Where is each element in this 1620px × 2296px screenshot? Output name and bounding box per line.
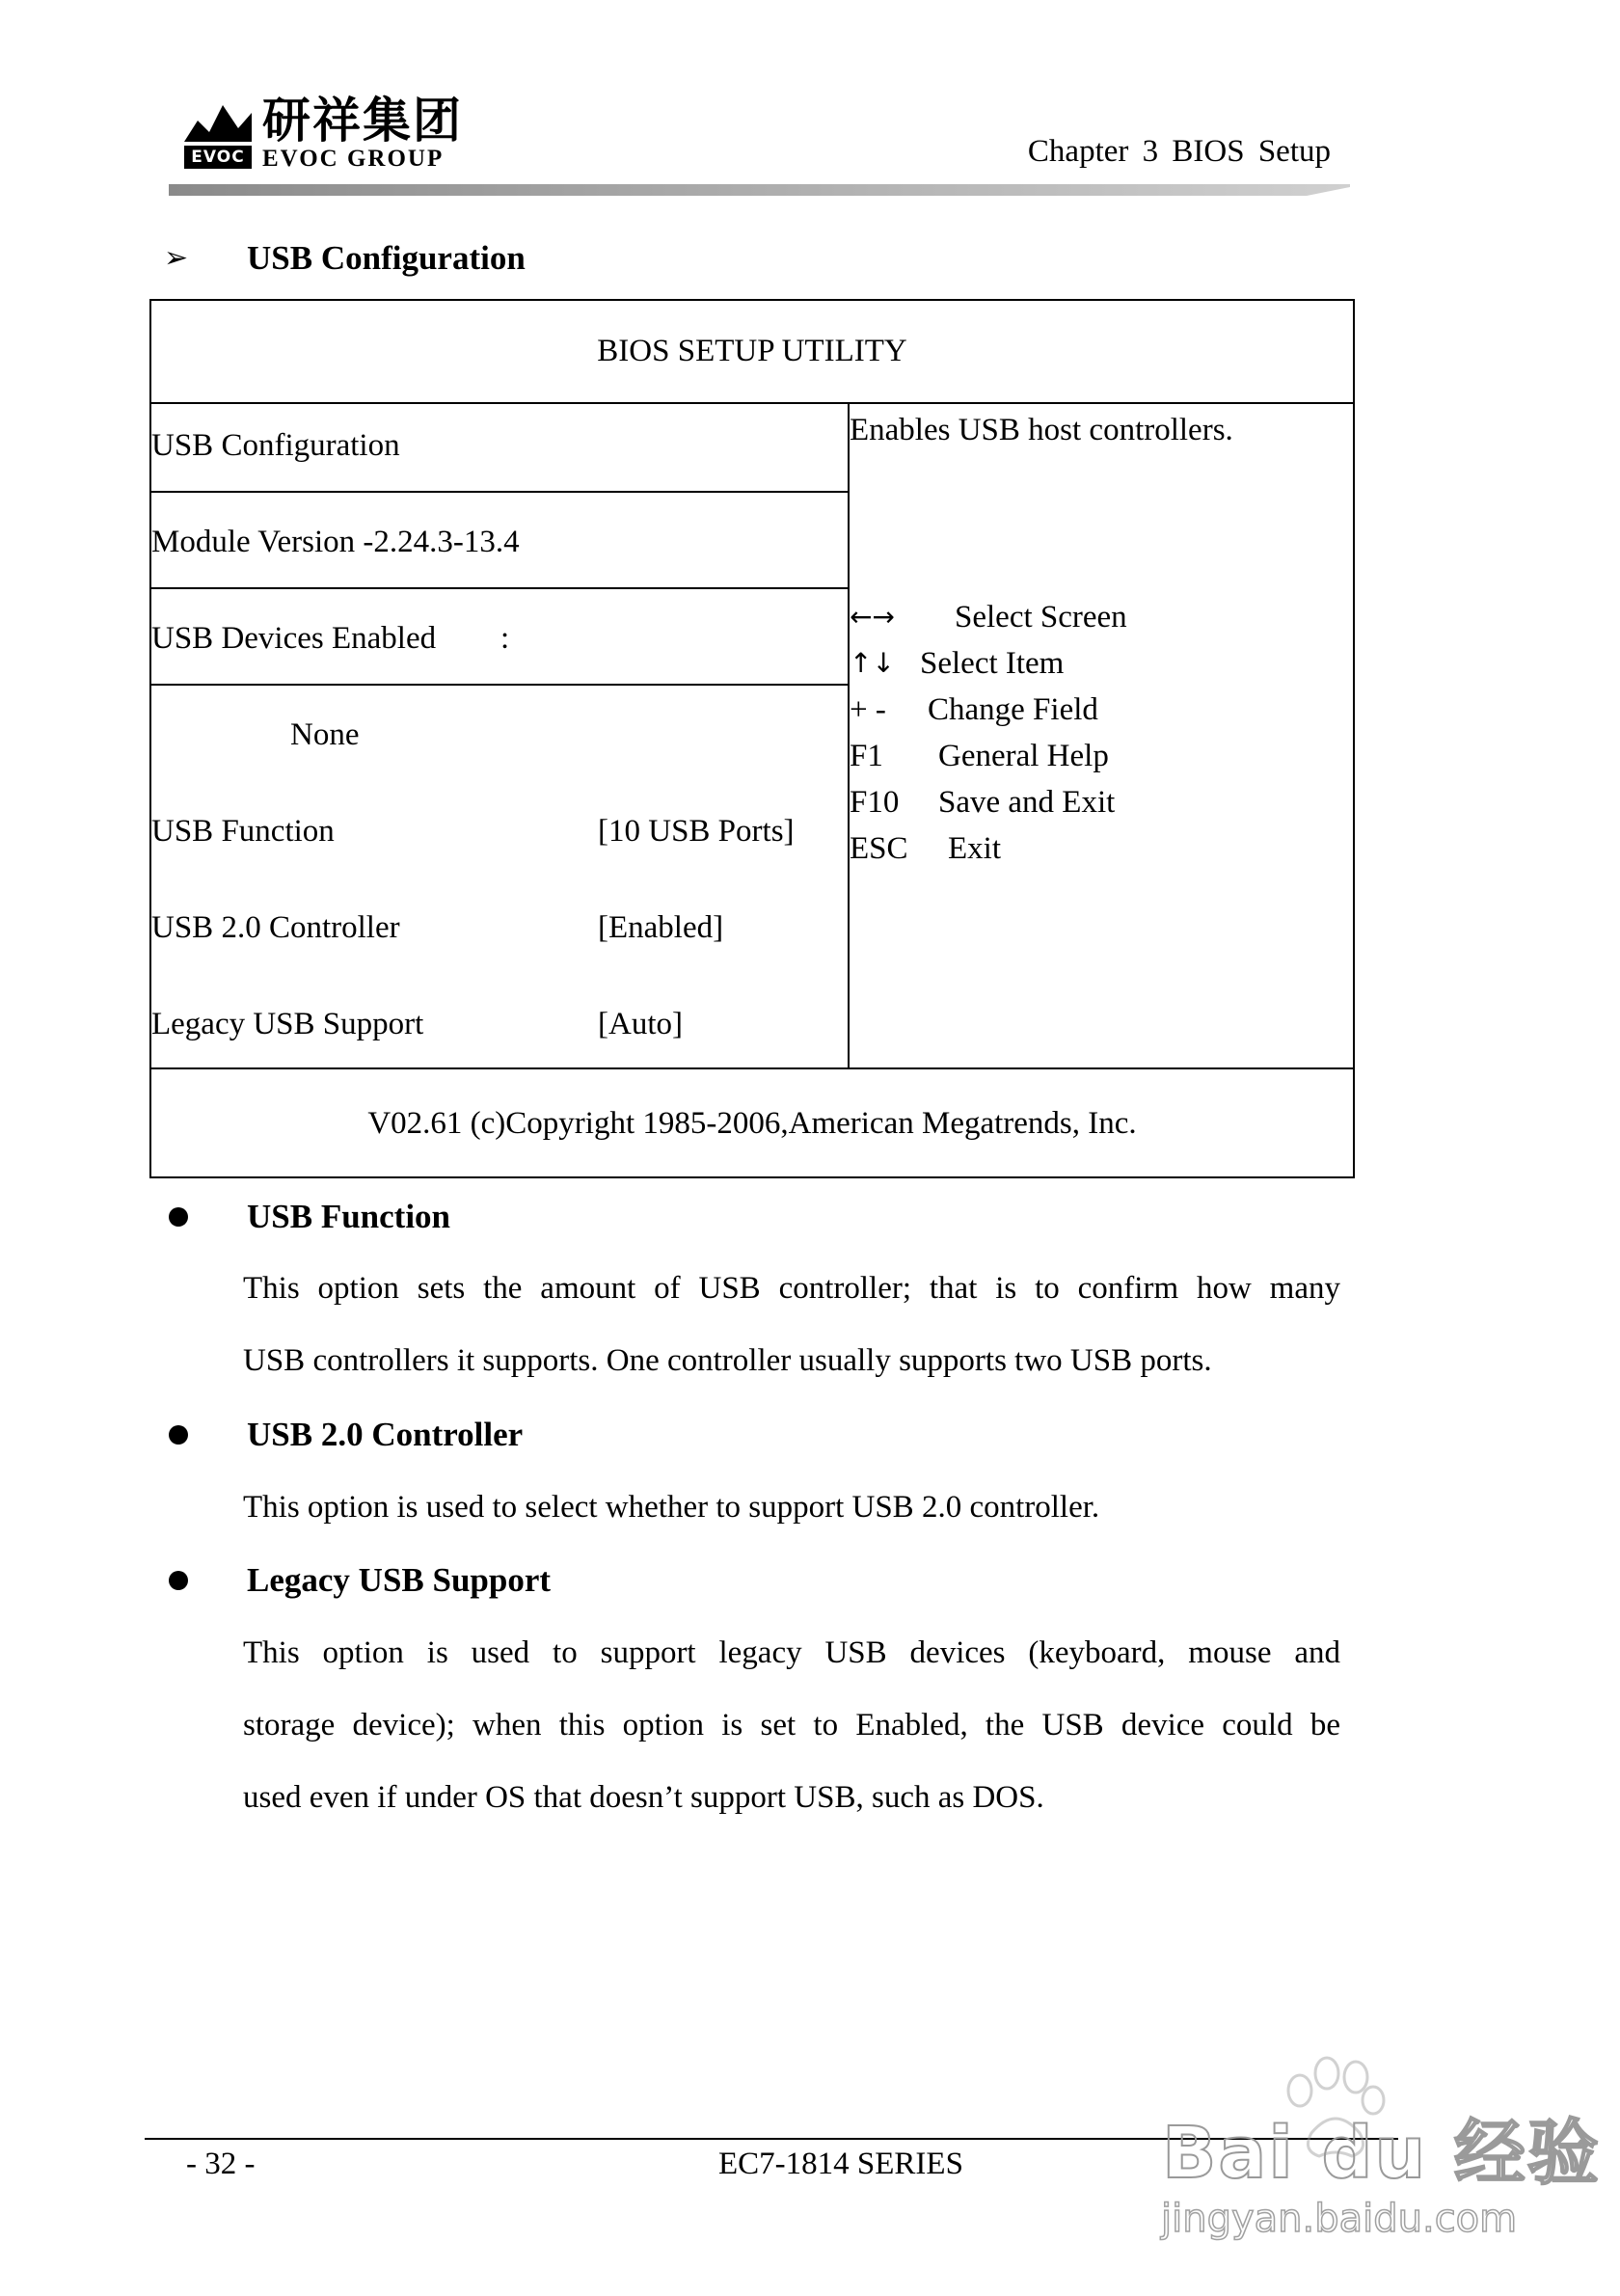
bios-option-legacy-usb-value[interactable]: [Auto] bbox=[598, 1007, 683, 1041]
bios-row-usb-devices-enabled: USB Devices Enabled bbox=[151, 621, 437, 656]
divider bbox=[151, 402, 1353, 404]
key-esc: ESC bbox=[850, 831, 908, 866]
bullet-title-usb20-controller: USB 2.0 Controller bbox=[247, 1416, 524, 1453]
key-help-select-item: Select Item bbox=[920, 646, 1065, 681]
key-help-save-exit: Save and Exit bbox=[938, 785, 1116, 820]
key-plus-minus: + - bbox=[850, 692, 886, 727]
key-help-general-help: General Help bbox=[938, 739, 1109, 773]
bios-option-usb-function-value[interactable]: [10 USB Ports] bbox=[598, 814, 795, 849]
logo-mark-text: EVOC bbox=[191, 148, 245, 167]
bios-devices-none: None bbox=[290, 717, 360, 752]
divider bbox=[151, 684, 848, 686]
up-down-arrow-icon: ↑↓ bbox=[850, 647, 895, 679]
bullet-title-legacy-usb-support: Legacy USB Support bbox=[247, 1561, 552, 1599]
bios-row-module-version: Module Version -2.24.3-13.4 bbox=[151, 525, 520, 559]
paragraph-line: storage device); when this option is set to Enabled, the USB device could be bbox=[243, 1708, 1340, 1742]
bios-option-usb20-controller-value[interactable]: [Enabled] bbox=[598, 910, 724, 945]
divider bbox=[151, 1067, 1353, 1069]
key-help-exit: Exit bbox=[948, 831, 1001, 866]
paragraph-line: used even if under OS that doesn’t support USB, such as DOS. bbox=[243, 1780, 1044, 1815]
bullet-dot-icon bbox=[169, 1425, 188, 1445]
bios-row-colon: : bbox=[500, 621, 510, 656]
bios-row-usb-configuration: USB Configuration bbox=[151, 428, 400, 463]
bios-option-usb20-controller-label[interactable]: USB 2.0 Controller bbox=[151, 910, 400, 945]
divider bbox=[151, 587, 848, 589]
bullet-dot-icon bbox=[169, 1571, 188, 1590]
divider bbox=[151, 491, 848, 493]
key-help-change-field: Change Field bbox=[928, 692, 1098, 727]
bios-option-usb-function-label[interactable]: USB Function bbox=[151, 814, 335, 849]
logo-chinese-name: 研祥集团 bbox=[262, 93, 463, 149]
key-f10: F10 bbox=[850, 785, 900, 820]
header-rule bbox=[169, 183, 1350, 195]
page-number: - 32 - bbox=[186, 2147, 256, 2181]
bullet-dot-icon bbox=[169, 1207, 188, 1227]
watermark-brand: Bai du 经验 bbox=[1162, 2112, 1601, 2195]
bios-copyright: V02.61 (c)Copyright 1985-2006,American Megatrends, Inc. bbox=[367, 1106, 1137, 1141]
left-right-arrow-icon: ←→ bbox=[850, 601, 895, 633]
bios-title: BIOS SETUP UTILITY bbox=[597, 334, 907, 368]
chapter-title: Chapter 3 BIOS Setup bbox=[1027, 134, 1331, 169]
key-help-select-screen: Select Screen bbox=[955, 600, 1127, 635]
evoc-logo-mark bbox=[184, 99, 252, 169]
paragraph-line: This option sets the amount of USB controller; that is to confirm how many bbox=[243, 1271, 1340, 1306]
watermark-url: jingyan.baidu.com bbox=[1161, 2197, 1518, 2241]
bios-option-legacy-usb-label[interactable]: Legacy USB Support bbox=[151, 1007, 424, 1041]
key-f1: F1 bbox=[850, 739, 883, 773]
section-arrow-icon: ➢ bbox=[164, 241, 189, 275]
bios-setup-screen bbox=[149, 299, 1355, 1178]
bios-help-text: Enables USB host controllers. bbox=[850, 413, 1233, 447]
section-title: USB Configuration bbox=[247, 239, 526, 277]
logo-english-name: EVOC GROUP bbox=[262, 146, 445, 172]
product-series: EC7-1814 SERIES bbox=[718, 2147, 963, 2181]
paragraph-line: This option is used to select whether to support USB 2.0 controller. bbox=[243, 1490, 1100, 1525]
paragraph-line: This option is used to support legacy USB devices (keyboard, mouse and bbox=[243, 1635, 1340, 1670]
bullet-title-usb-function: USB Function bbox=[247, 1198, 451, 1235]
paragraph-line: USB controllers it supports. One controller usually supports two USB ports. bbox=[243, 1343, 1212, 1378]
divider bbox=[848, 402, 850, 1067]
